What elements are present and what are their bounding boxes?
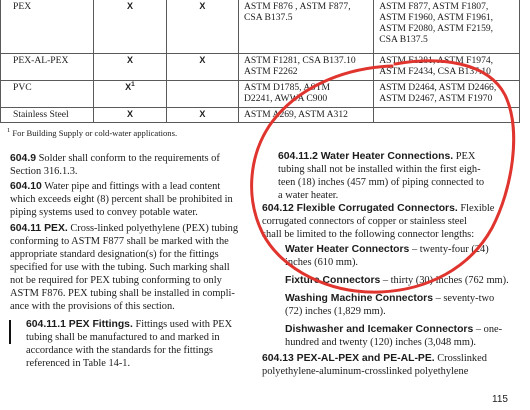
- text-line: [26, 318, 232, 331]
- mark-cell: X: [94, 0, 166, 53]
- section-text: Water pipe and fittings with a lead content: [41, 181, 221, 192]
- connector-title: Dishwasher and Icemaker Connectors: [285, 324, 474, 335]
- connector-length: – one-: [473, 324, 503, 335]
- mark-cell: [94, 80, 166, 107]
- section-number: 604.11.2 Water Heater Connections.: [278, 151, 454, 162]
- section-604-11-1: [26, 318, 232, 370]
- text-line: [10, 180, 233, 193]
- list-item-continued: hundred and twenty (120) inches (3,048 mm).: [285, 337, 477, 348]
- section-number: 604.12 Flexible Corrugated Connectors.: [262, 203, 458, 214]
- standards-line: ASTM F876 , ASTM F877,: [244, 1, 351, 12]
- section-604-11-2: [278, 150, 484, 202]
- page-number: 115: [492, 394, 508, 405]
- change-bar: [9, 320, 11, 344]
- text-line: not be required for PEX tubing conforming to only: [10, 275, 222, 286]
- mark-cell: X: [166, 0, 238, 53]
- connector-title: Washing Machine Connectors: [285, 293, 433, 304]
- material-cell: PVC: [1, 80, 94, 107]
- standards-cell: [239, 0, 374, 53]
- text-line: which exceeds eight (8) percent shall be prohibited in: [10, 194, 233, 205]
- text-line: specified for use with the tubing. Such marking shall: [10, 262, 230, 273]
- text-line: piping systems used to convey potable water.: [10, 207, 198, 218]
- standards-line: CSA B137.5: [244, 12, 293, 23]
- section-text: Flexible: [457, 203, 495, 214]
- text-line: teen (18) inches (457 mm) of piping connected to: [278, 177, 485, 188]
- section-text: Fittings used with PEX: [132, 319, 233, 330]
- connector-length: – thirty (30) inches (762 mm).: [380, 275, 509, 286]
- standards-line: D2241, AWWA C900: [244, 92, 328, 104]
- text-line: ance with the provisions of this section.: [10, 301, 175, 312]
- connector-list: [285, 243, 509, 349]
- section-604-13: [262, 352, 487, 378]
- standards-cell: [239, 80, 374, 107]
- text-line: [278, 150, 484, 163]
- text-line: [262, 352, 487, 365]
- text-line: Section 316.1.3.: [10, 166, 78, 177]
- standards-line: ASTM F1281, ASTM F1974,: [379, 54, 494, 66]
- section-604-11: [10, 222, 238, 313]
- standards-line: ASTM D2464, ASTM D2466,: [379, 81, 497, 93]
- section-text: PEX: [453, 151, 476, 162]
- standards-line: ASTM F2434, CSA B137.10: [379, 65, 491, 77]
- section-number: 604.10: [10, 181, 42, 192]
- standards-cell: [374, 53, 520, 80]
- footnote-mark: 1: [7, 127, 11, 135]
- connector-length: – twenty-four (24): [409, 244, 489, 255]
- standards-line: ASTM D2467, ASTM F1970: [379, 92, 493, 104]
- text-line: [262, 202, 494, 215]
- list-item: [285, 292, 509, 305]
- section-number: 604.11 PEX.: [10, 223, 68, 234]
- section-604-12: [262, 202, 494, 241]
- mark-cell: X: [166, 53, 238, 80]
- standards-cell: [374, 107, 520, 122]
- section-number: 604.13 PEX-AL-PEX and PE-AL-PE.: [262, 353, 435, 364]
- standards-line: CSA B137.5: [379, 34, 428, 45]
- text-line: tubing shall be manufactured to and marked in: [26, 332, 220, 343]
- table-row: [1, 0, 520, 53]
- section-number: 604.11.1 PEX Fittings.: [26, 319, 133, 330]
- list-item: [285, 323, 509, 336]
- standards-line: ASTM F1960, ASTM F1961,: [379, 12, 494, 23]
- text-line: tubing shall not be installed within the first eigh-: [278, 164, 481, 175]
- text-line: appropriate standard designation(s) for the fittings: [10, 249, 219, 260]
- footnote-ref: 1: [131, 80, 135, 88]
- table-footnote: [7, 128, 177, 138]
- section-604-10: [10, 180, 233, 219]
- standards-cell: [239, 53, 374, 80]
- text-line: ASTM F876. PEX tubing shall be installed in compli-: [10, 288, 235, 299]
- text-line: shall be limited to the following connector lengths:: [262, 229, 475, 240]
- section-text: Cross-linked polyethylene (PEX) tubing: [67, 223, 239, 234]
- section-text: Crosslinked: [434, 353, 487, 364]
- mark-cell: X: [94, 107, 166, 122]
- section-604-9: [10, 152, 220, 178]
- mark-cell: X: [94, 53, 166, 80]
- mark-text: X: [125, 81, 132, 92]
- standards-cell: [239, 107, 374, 122]
- section-text: Solder shall conform to the requirements of: [36, 153, 220, 164]
- material-cell: PEX: [1, 0, 94, 53]
- mark-cell: X: [166, 107, 238, 122]
- connector-title: Fixture Connectors: [285, 275, 381, 286]
- mark-cell: [166, 80, 238, 107]
- text-line: [10, 222, 238, 235]
- material-cell: PEX-AL-PEX: [1, 53, 94, 80]
- text-line: polyethylene-aluminum-crosslinked polyethylene: [262, 366, 469, 377]
- table-row: [1, 53, 520, 80]
- standards-line: ASTM F2262: [244, 65, 298, 77]
- list-item-continued: (72) inches (1,829 mm).: [285, 306, 386, 317]
- list-item: [285, 243, 509, 256]
- connector-length: – seventy-two: [433, 293, 495, 304]
- table-row: [1, 80, 520, 107]
- standards-line: ASTM F1281, CSA B137.10: [244, 54, 356, 66]
- list-item-continued: inches (610 mm).: [285, 257, 359, 268]
- list-item: [285, 274, 509, 287]
- text-line: accordance with the standards for the fittings: [26, 345, 213, 356]
- section-number: 604.9: [10, 153, 37, 164]
- standards-line: ASTM A269, ASTM A312: [244, 108, 348, 120]
- text-line: referenced in Table 14-1.: [26, 358, 131, 369]
- standards-line: ASTM F877, ASTM F1807,: [379, 1, 489, 12]
- text-line: corrugated connectors of copper or stainless steel: [262, 216, 467, 227]
- table-row: [1, 107, 520, 122]
- standards-cell: [374, 80, 520, 107]
- text-line: conforming to ASTM F877 shall be marked with the: [10, 236, 229, 247]
- standards-cell: [374, 0, 520, 53]
- material-cell: Stainless Steel: [1, 107, 94, 122]
- materials-table: [0, 0, 520, 123]
- text-line: a water heater.: [278, 190, 339, 201]
- connector-title: Water Heater Connectors: [285, 244, 410, 255]
- standards-line: ASTM D1785, ASTM: [244, 81, 331, 93]
- text-line: [10, 152, 220, 165]
- footnote-text: For Building Supply or cold-water applications.: [10, 128, 178, 138]
- standards-line: ASTM F2080, ASTM F2159,: [379, 23, 494, 34]
